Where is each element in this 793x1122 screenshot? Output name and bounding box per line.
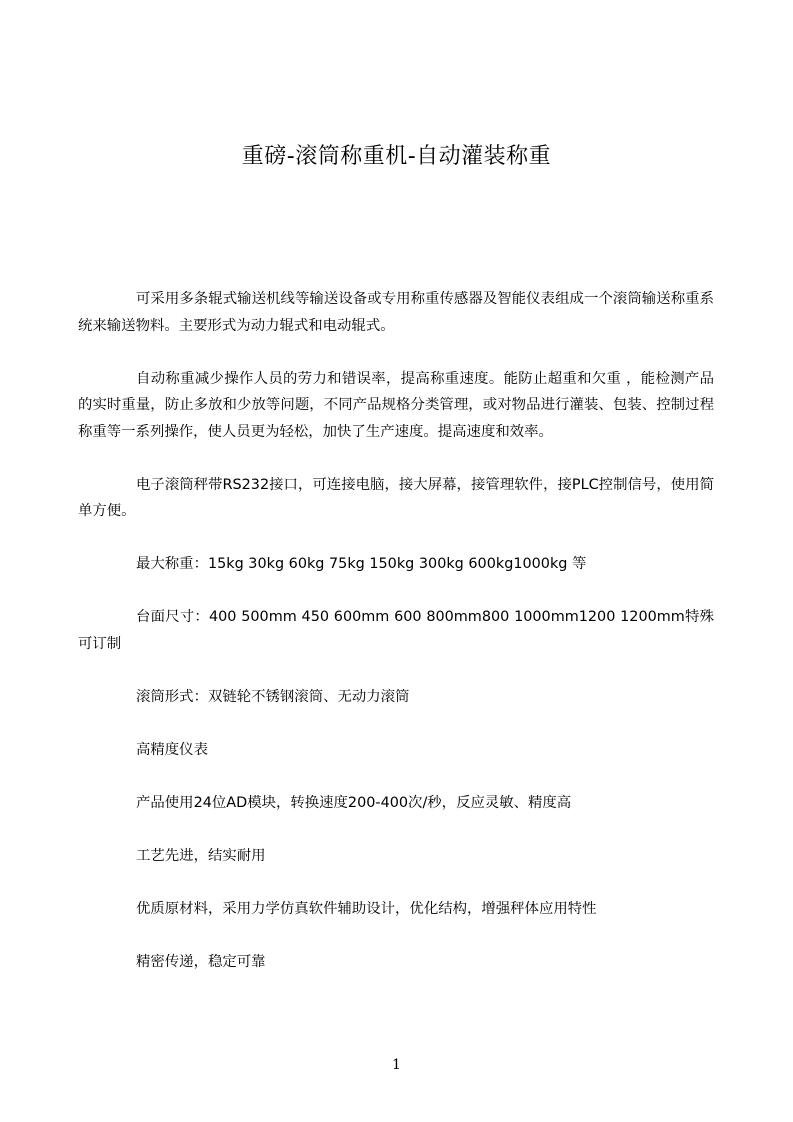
paragraph-max-capacity: 最大称重：15kg 30kg 60kg 75kg 150kg 300kg 600kg1000kg 等 [136,556,587,572]
paragraph-precision-transfer: 精密传递，稳定可靠 [136,953,266,970]
paragraph-precision-indicator: 高精度仪表 [136,741,208,758]
document-body [78,286,714,975]
document-title: 重磅-滚筒称重机-自动灌装称重 [241,144,552,169]
paragraph-ad-module: 产品使用24位AD模块，转换速度200-400次/秒，反应灵敏、精度高 [136,794,572,811]
paragraph-rs232-interface: 电子滚筒秤带RS232接口，可连接电脑，接大屏幕，接管理软件，接PLC控制信号，使用简单方便。 [78,476,714,519]
page-number: 1 [392,1057,401,1073]
paragraph-system-description: 可采用多条辊式输送机线等输送设备或专用称重传感器及智能仪表组成一个滚筒输送称重系统来输送物料。主要形式为动力辊式和电动辊式。 [78,291,714,334]
paragraph-roller-type: 滚筒形式：双链轮不锈钢滚筒、无动力滚筒 [136,688,410,705]
paragraph-automatic-weighing: 自动称重减少操作人员的劳力和错误率，提高称重速度。能防止超重和欠重 ，能检测产品的实时重量，防止多放和少放等问题，不同产品规格分类管理，或对物品进行灌装、包装、控制过程称重等一系列操作，使人员更为轻松，加快了生产速度。提高速度和效率。 [78,370,714,440]
paragraph-materials: 优质原材料，采用力学仿真软件辅助设计，优化结构，增强秤体应用特性 [136,900,597,917]
paragraph-craftsmanship: 工艺先进，结实耐用 [136,847,266,864]
paragraph-platform-size: 台面尺寸：400 500mm 450 600mm 600 800mm800 1000mm1200 1200mm特殊可订制 [78,609,714,652]
